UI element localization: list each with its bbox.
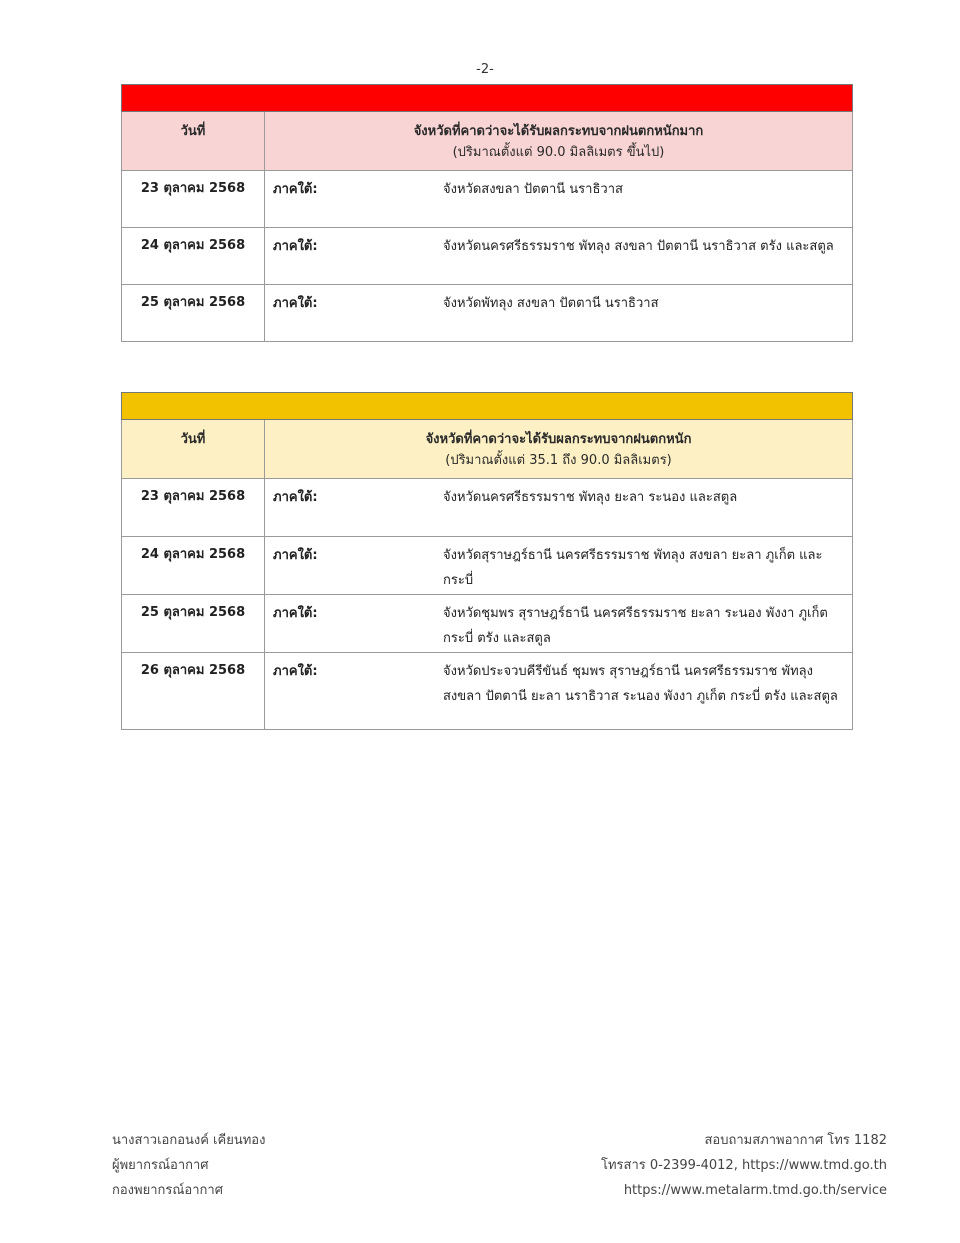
- province-list: จังหวัดพัทลุง สงขลา ปัตตานี นราธิวาส: [443, 296, 659, 311]
- province-list: จังหวัดสงขลา ปัตตานี นราธิวาส: [443, 182, 623, 197]
- heavy-rain-table: [121, 84, 853, 342]
- table-row: [122, 595, 853, 653]
- moderate-rain-title: จังหวัดที่คาดว่าจะได้รับผลกระทบจากฝนตกหนัก: [425, 432, 692, 447]
- province-list: จังหวัดประจวบคีรีขันธ์ ชุมพร สุราษฎร์ธานี นครศรีธรรมราช พัทลุง สงขลา ปัตตานี ยะลา นราธิวาส ระนอง พังงา ภูเก็ต กระบี่ ตรัง และสตูล: [443, 664, 838, 704]
- date-cell: 24 ตุลาคม 2568: [122, 537, 265, 595]
- province-list: จังหวัดนครศรีธรรมราช พัทลุง สงขลา ปัตตานี นราธิวาส ตรัง และสตูล: [443, 239, 834, 254]
- date-cell: 23 ตุลาคม 2568: [122, 171, 265, 228]
- date-cell: 26 ตุลาคม 2568: [122, 653, 265, 730]
- contact-service-link[interactable]: https://www.metalarm.tmd.go.th/service: [623, 1183, 887, 1198]
- forecaster-name: นางสาวเอกอนงค์ เคียนทอง: [112, 1133, 266, 1148]
- footer-contact: [601, 1128, 887, 1203]
- footer-signature: [112, 1128, 265, 1203]
- table-row: [122, 285, 853, 342]
- date-cell: 23 ตุลาคม 2568: [122, 479, 265, 537]
- detail-cell: [265, 595, 853, 653]
- province-list: จังหวัดชุมพร สุราษฎร์ธานี นครศรีธรรมราช ยะลา ระนอง พังงา ภูเก็ต กระบี่ ตรัง และสตูล: [443, 606, 828, 646]
- province-list: จังหวัดนครศรีธรรมราช พัทลุง ยะลา ระนอง และสตูล: [443, 490, 738, 505]
- heavy-rain-title-header: [265, 112, 853, 171]
- moderate-rain-table: [121, 392, 853, 730]
- detail-cell: [265, 171, 853, 228]
- date-column-header: วันที่: [122, 112, 265, 171]
- page-number: -2-: [476, 62, 494, 77]
- moderate-rain-header-row: [122, 420, 853, 479]
- date-column-header: วันที่: [122, 420, 265, 479]
- table-row: [122, 653, 853, 730]
- date-cell: 24 ตุลาคม 2568: [122, 228, 265, 285]
- heavy-rain-header-row: [122, 112, 853, 171]
- region-label: ภาคใต้:: [273, 182, 318, 197]
- heavy-rain-color-bar: [122, 85, 853, 112]
- contact-phone: สอบถามสภาพอากาศ โทร 1182: [704, 1133, 887, 1148]
- heavy-rain-title: จังหวัดที่คาดว่าจะได้รับผลกระทบจากฝนตกหนักมาก: [413, 124, 704, 139]
- region-label: ภาคใต้:: [273, 239, 318, 254]
- date-cell: 25 ตุลาคม 2568: [122, 285, 265, 342]
- province-list: จังหวัดสุราษฎร์ธานี นครศรีธรรมราช พัทลุง สงขลา ยะลา ภูเก็ต และกระบี่: [443, 548, 823, 588]
- date-cell: 25 ตุลาคม 2568: [122, 595, 265, 653]
- detail-cell: [265, 228, 853, 285]
- forecaster-division: กองพยากรณ์อากาศ: [112, 1183, 223, 1198]
- detail-cell: [265, 285, 853, 342]
- table-row: [122, 479, 853, 537]
- detail-cell: [265, 479, 853, 537]
- table-row: [122, 228, 853, 285]
- heavy-rain-subtitle: (ปริมาณตั้งแต่ 90.0 มิลลิเมตร ขึ้นไป): [452, 145, 665, 160]
- region-label: ภาคใต้:: [273, 664, 318, 679]
- region-label: ภาคใต้:: [273, 296, 318, 311]
- table-row: [122, 171, 853, 228]
- moderate-rain-title-header: [265, 420, 853, 479]
- moderate-rain-color-bar: [122, 393, 853, 420]
- detail-cell: [265, 537, 853, 595]
- region-label: ภาคใต้:: [273, 548, 318, 563]
- moderate-rain-subtitle: (ปริมาณตั้งแต่ 35.1 ถึง 90.0 มิลลิเมตร): [445, 453, 672, 468]
- region-label: ภาคใต้:: [273, 606, 318, 621]
- contact-fax-website[interactable]: โทรสาร 0-2399-4012, https://www.tmd.go.th: [601, 1158, 887, 1173]
- table-row: [122, 537, 853, 595]
- region-label: ภาคใต้:: [273, 490, 318, 505]
- detail-cell: [265, 653, 853, 730]
- forecaster-title: ผู้พยากรณ์อากาศ: [112, 1158, 209, 1173]
